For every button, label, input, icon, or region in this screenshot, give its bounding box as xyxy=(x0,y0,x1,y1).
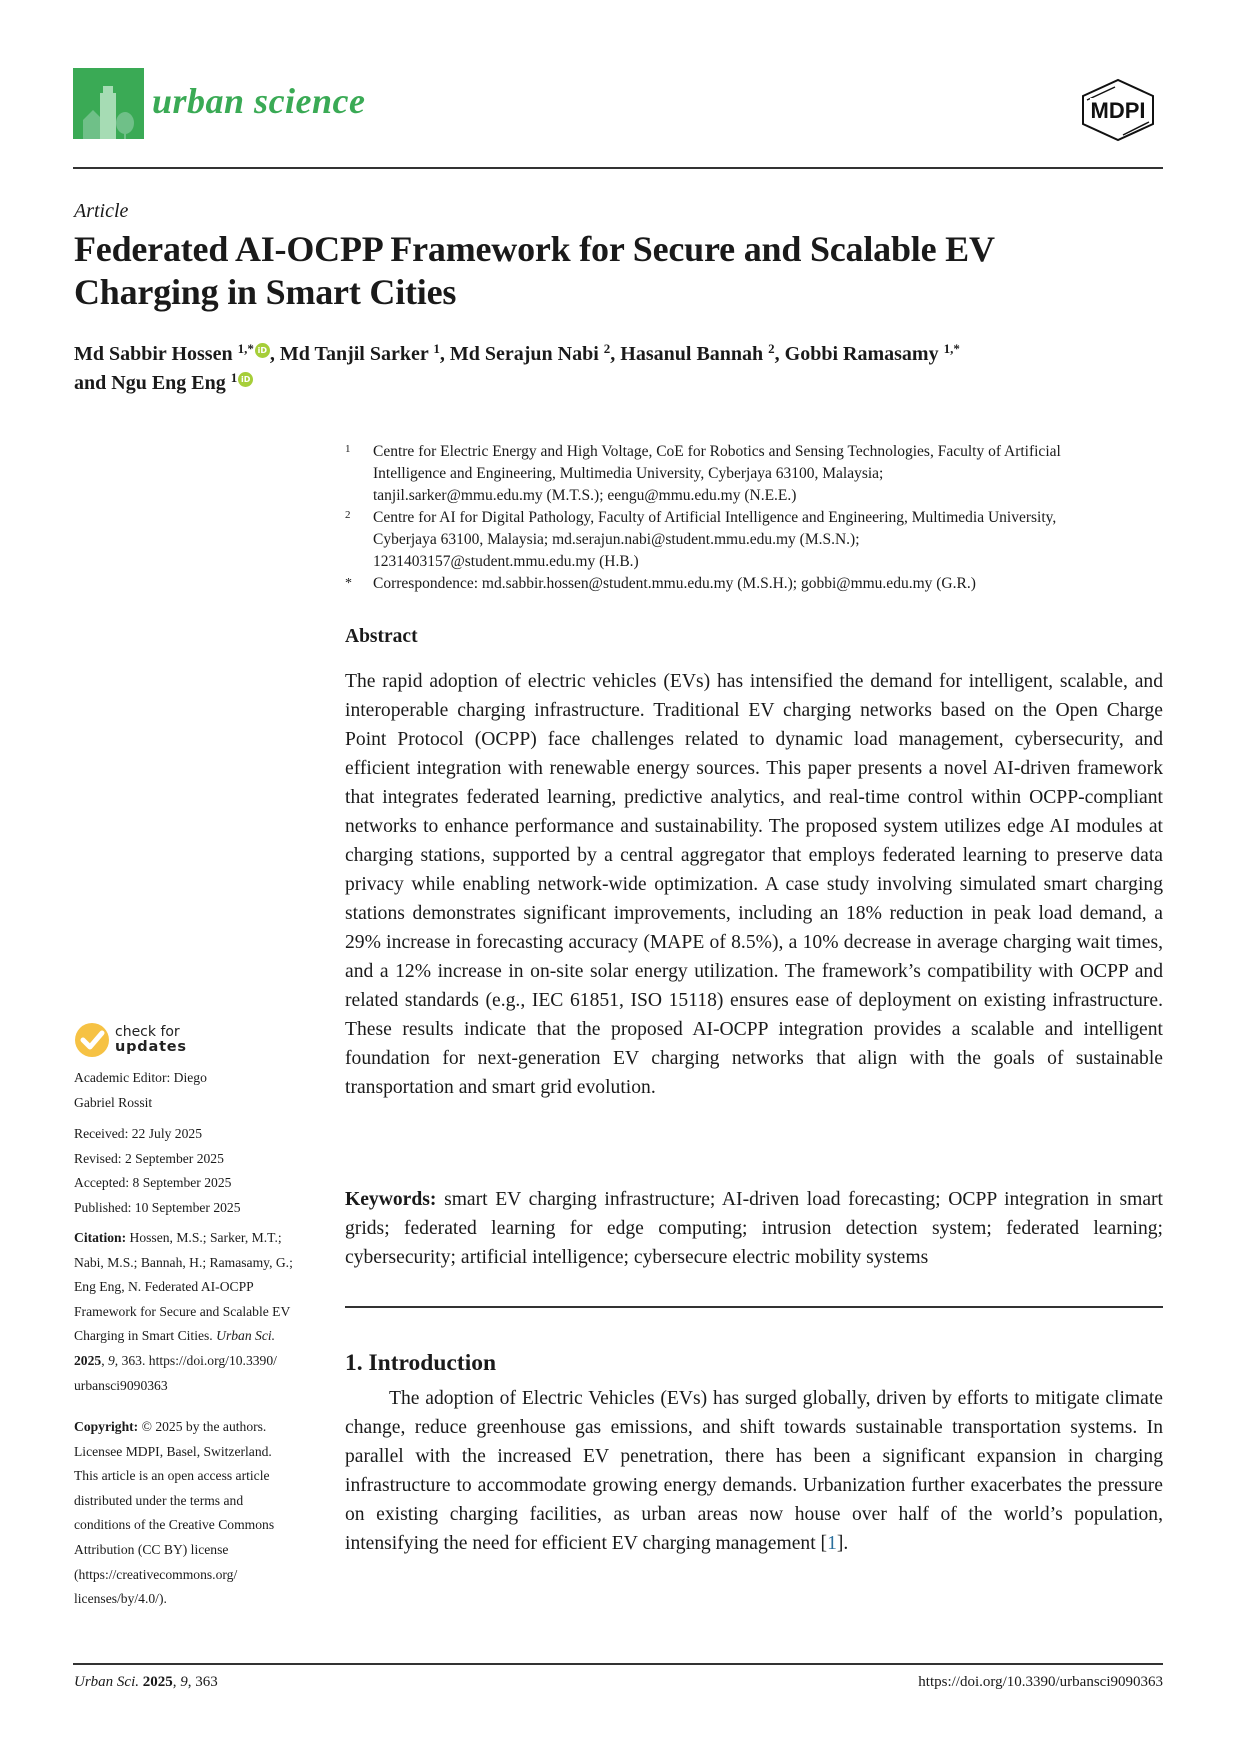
section-heading-introduction: 1. Introduction xyxy=(345,1350,497,1376)
copyright-line: Licensee MDPI, Basel, Switzerland. xyxy=(74,1443,272,1459)
citation-doi-link[interactable]: urbansci9090363 xyxy=(74,1377,168,1393)
title-line-2: Charging in Smart Cities xyxy=(74,272,457,312)
author-affiliation-marker: 2 xyxy=(768,341,775,356)
affiliation-marker: 1 xyxy=(345,443,351,455)
article-type: Article xyxy=(74,200,129,222)
citation-link[interactable]: 1 xyxy=(827,1533,837,1554)
orcid-icon[interactable]: iD xyxy=(255,343,270,358)
editor-line: Gabriel Rossit xyxy=(74,1094,153,1110)
copyright-line: conditions of the Creative Commons xyxy=(74,1517,275,1533)
author-name[interactable]: Md Serajun Nabi xyxy=(449,343,599,365)
author-name[interactable]: Md Tanjil Sarker xyxy=(279,343,429,365)
citation-block xyxy=(74,1226,324,1398)
abstract-heading: Abstract xyxy=(345,626,418,647)
journal-logo[interactable] xyxy=(73,68,144,139)
author-affiliation-marker: 2 xyxy=(603,341,611,356)
footer-citation: Urban Sci. 2025, 9, 363 xyxy=(74,1674,218,1690)
author-affiliation-marker: 1 xyxy=(433,341,440,356)
author-name[interactable]: Md Sabbir Hossen xyxy=(74,343,233,365)
author-affiliation-marker: 1 xyxy=(230,370,238,385)
citation-line: Nabi, M.S.; Bannah, H.; Ramasamy, G.; xyxy=(74,1254,293,1270)
copyright-block xyxy=(74,1415,324,1612)
paragraph-end: ]. xyxy=(836,1533,849,1554)
copyright-line: Copyright: © 2025 by the authors. xyxy=(74,1419,267,1434)
title-line-1: Federated AI-OCPP Framework for Secure and Scalable EV xyxy=(74,229,995,269)
checkmark-badge-icon xyxy=(74,1022,110,1058)
date-received: Received: 22 July 2025 xyxy=(74,1126,202,1141)
orcid-icon[interactable]: iD xyxy=(238,372,253,387)
date-accepted: Accepted: 8 September 2025 xyxy=(74,1175,232,1191)
author-name[interactable]: Gobbi Ramasamy xyxy=(784,343,939,365)
separator: , xyxy=(269,343,280,365)
author-affiliation-marker: 1,* xyxy=(943,341,960,356)
copyright-label: Copyright: xyxy=(74,1419,139,1434)
footer-year: 2025 xyxy=(142,1674,173,1690)
license-link[interactable]: licenses/by/4.0/). xyxy=(74,1591,167,1607)
updates-label: updates xyxy=(115,1039,187,1055)
correspondence-marker: * xyxy=(345,576,352,591)
author-affiliation-marker: 1,* xyxy=(237,341,254,356)
citation-journal: Urban Sci. xyxy=(216,1328,276,1344)
footer-journal: Urban Sci. xyxy=(74,1674,139,1690)
mdpi-logo[interactable] xyxy=(1073,78,1163,142)
footer-article-number: , 363 xyxy=(187,1674,218,1690)
editor-line: Academic Editor: Diego xyxy=(74,1070,207,1085)
separator: , xyxy=(439,343,450,365)
article-title xyxy=(74,228,1164,314)
mdpi-hexagon-icon xyxy=(1073,78,1163,142)
date-published: Published: 10 September 2025 xyxy=(74,1199,241,1215)
abstract-text: The rapid adoption of electric vehicles (EVs) has intensified the demand for intelligent, scalable, and interoperable charging infrastructure. Traditional EV charging networks based on the Open Charge Point Protocol (OCPP) face challenges related to dynamic load management, cybersecurity, and efficient integration with renewable energy sources. This paper presents a novel AI-driven framework that integrates federated learning, predictive analytics, and real-time control within OCPP-compliant networks to enhance performance and sustainability. The proposed system utilizes edge AI modules at charging stations, supported by a central aggregator that employs federated learning to preserve data privacy while enabling network-wide optimization. A case study involving simulated smart charging stations demonstrates significant improvements, including an 18% reduction in peak load demand, a 29% increase in forecasting accuracy (MAPE of 8.5%), a 10% decrease in average charging wait times, and a 12% increase in on-site solar energy utilization. The framework’s compatibility with OCPP and related standards (e.g., IEC 61851, ISO 15118) ensures ease of deployment on existing infrastructure. These results indicate that the proposed AI-OCPP integration provides a scalable and intelligent foundation for next-generation EV charging networks that align with the goals of sustainable transportation and smart grid evolution. xyxy=(345,671,1163,1098)
check-for-label: check for xyxy=(115,1024,180,1040)
citation-line: Eng Eng, N. Federated AI-OCPP xyxy=(74,1279,254,1295)
keywords-list: smart EV charging infrastructure; AI-driven load forecasting; OCPP integration in smart grids; federated learning for edge computing; intrusion detection system; federated learning; cybersecurity; artificial intelligence; cybersecure electric mobility systems xyxy=(345,1189,1163,1268)
author-list xyxy=(74,340,1164,398)
paragraph-text: The adoption of Electric Vehicles (EVs) has surged globally, driven by efforts to mitigate climate change, reduce greenhouse gas emissions, and shift towards sustainable transportation systems. In parallel with the increased EV penetration, there has been a significant expansion in charging infrastructure to accommodate growing energy demands. Urbanization further exacerbates the pressure on existing charging facilities, as urban areas now house over half of the world’s population, intensifying the need for efficient EV charging management [ xyxy=(345,1388,1163,1554)
affiliation-line: Centre for AI for Digital Pathology, Faculty of Artificial Intelligence and Engineering, Multimedia University, xyxy=(373,509,1057,526)
date-revised: Revised: 2 September 2025 xyxy=(74,1150,224,1166)
copyright-line: This article is an open access article xyxy=(74,1468,270,1484)
separator: , xyxy=(774,343,785,365)
footer-doi-link[interactable]: https://doi.org/10.3390/urbansci9090363 xyxy=(918,1674,1163,1690)
license-link[interactable]: (https://creativecommons.org/ xyxy=(74,1566,238,1582)
keywords-label: Keywords: xyxy=(345,1189,437,1210)
citation-label: Citation: xyxy=(74,1230,127,1245)
city-buildings-icon xyxy=(73,68,144,139)
affiliation-line: Centre for Electric Energy and High Voltage, CoE for Robotics and Sensing Technologies, Faculty of Artificial xyxy=(373,443,1061,460)
footer-volume: 9 xyxy=(180,1674,188,1690)
affiliation-line: Intelligence and Engineering, Multimedia University, Cyberjaya 63100, Malaysia; xyxy=(373,465,884,482)
affiliation-line[interactable]: Cyberjaya 63100, Malaysia; md.serajun.nabi@student.mmu.edu.my (M.S.N.); xyxy=(373,531,860,548)
publication-dates xyxy=(74,1122,324,1220)
check-for-updates-button[interactable] xyxy=(74,1021,187,1059)
citation-line: Citation: Hossen, M.S.; Sarker, M.T.; xyxy=(74,1230,282,1245)
author-line-2 xyxy=(74,369,1164,398)
abstract-divider xyxy=(345,1306,1163,1308)
affiliation-1 xyxy=(345,441,1165,507)
citation-line[interactable]: 2025, 9, 363. https://doi.org/10.3390/ xyxy=(74,1352,277,1368)
copyright-line: Attribution (CC BY) license xyxy=(74,1541,229,1557)
affiliations xyxy=(345,441,1165,595)
affiliation-emails[interactable]: tanjil.sarker@mmu.edu.my (M.T.S.); eengu@mmu.edu.my (N.E.E.) xyxy=(373,487,797,504)
svg-text:MDPI: MDPI xyxy=(1090,98,1146,123)
correspondence-emails[interactable]: Correspondence: md.sabbir.hossen@student.mmu.edu.my (M.S.H.); gobbi@mmu.edu.my (G.R.) xyxy=(373,575,976,592)
author-name[interactable]: and Ngu Eng Eng xyxy=(74,372,226,394)
footer-divider xyxy=(73,1663,1163,1665)
author-name[interactable]: Hasanul Bannah xyxy=(620,343,764,365)
citation-line: Framework for Secure and Scalable EV xyxy=(74,1303,291,1319)
author-line-1 xyxy=(74,340,1164,369)
affiliation-marker: 2 xyxy=(345,509,351,521)
affiliation-2 xyxy=(345,507,1165,573)
journal-name: urban science xyxy=(152,81,366,121)
introduction-paragraph xyxy=(345,1384,1163,1558)
keywords xyxy=(345,1185,1163,1272)
citation-line: Charging in Smart Cities. Urban Sci. xyxy=(74,1328,276,1344)
header-divider xyxy=(73,167,1163,169)
separator: , xyxy=(610,343,621,365)
affiliation-emails[interactable]: 1231403157@student.mmu.edu.my (H.B.) xyxy=(373,553,639,570)
correspondence xyxy=(345,573,1165,595)
copyright-line: distributed under the terms and xyxy=(74,1492,244,1508)
academic-editor xyxy=(74,1066,324,1115)
